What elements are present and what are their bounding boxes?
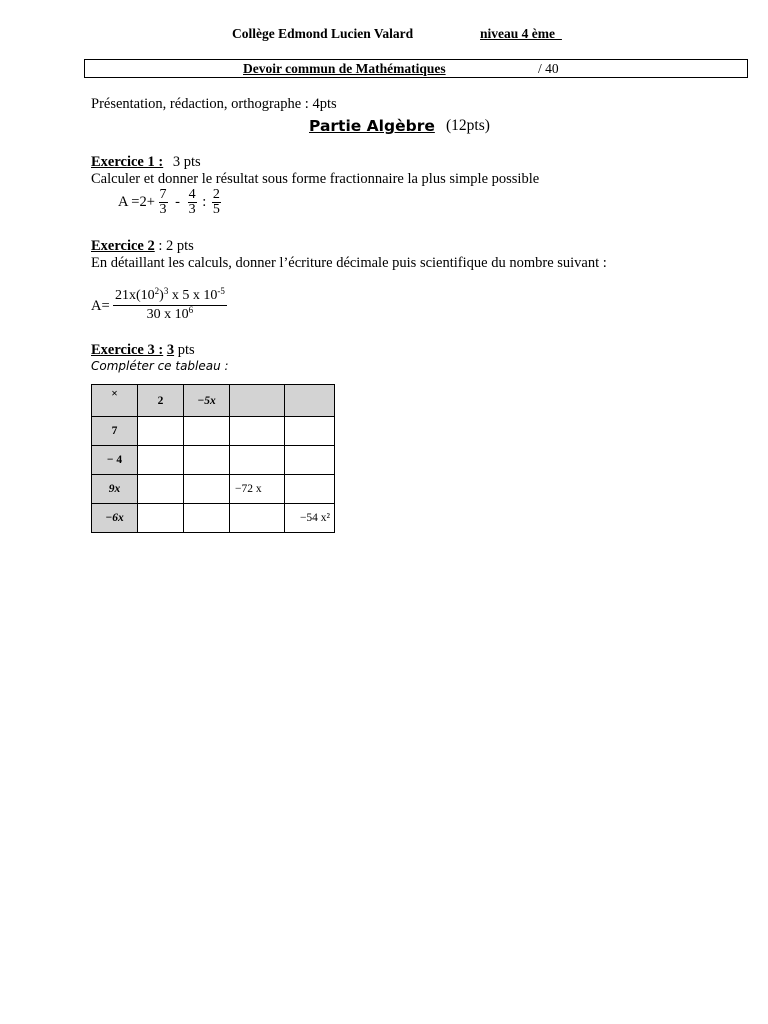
ex2-den-part: 30 x 10 — [146, 307, 189, 322]
ex3-heading — [91, 342, 195, 359]
table-cell[interactable] — [285, 417, 335, 446]
table-cell[interactable] — [138, 504, 184, 533]
table-cell[interactable] — [138, 446, 184, 475]
table-cell[interactable] — [230, 504, 285, 533]
ex1-expression — [118, 188, 221, 217]
table-cell[interactable] — [285, 475, 335, 504]
ex2-numerator — [113, 288, 227, 306]
ex2-num-part-a: 21x(10 — [115, 288, 155, 303]
table-header-row — [92, 385, 335, 417]
table-row-header: 9x — [92, 475, 138, 504]
table-row-header: 7 — [92, 417, 138, 446]
table-cell[interactable] — [138, 417, 184, 446]
ex1-prefix: A =2+ — [118, 194, 155, 210]
table-row — [92, 417, 335, 446]
ex1-f2-num: 4 — [188, 187, 196, 202]
presentation-line: Présentation, rédaction, orthographe : 4pts — [91, 96, 337, 112]
exam-score: / 40 — [538, 61, 559, 76]
ex1-frac-1 — [159, 188, 168, 217]
ex3-points: pts — [177, 342, 195, 358]
ex1-f1-num: 7 — [159, 187, 167, 202]
partie-points: (12pts) — [446, 117, 490, 134]
table-cell[interactable]: −54 x² — [285, 504, 335, 533]
ex2-title: Exercice 2 — [91, 238, 155, 254]
ex2-denominator — [113, 306, 227, 323]
ex1-f1-den: 3 — [159, 202, 167, 217]
exam-title: Devoir commun de Mathématiques — [243, 61, 446, 76]
table-col-header — [285, 385, 335, 417]
ex2-num-exp-1: 2 — [154, 286, 160, 296]
table-row-header: − 4 — [92, 446, 138, 475]
multiplication-table — [91, 384, 335, 533]
ex2-num-part-b: ) — [159, 288, 164, 303]
ex1-title: Exercice 1 : — [91, 154, 164, 170]
table-cell[interactable] — [230, 446, 285, 475]
table-row — [92, 446, 335, 475]
table-cell[interactable] — [184, 475, 230, 504]
ex2-num-exp-2: 3 — [163, 286, 169, 296]
table-cell[interactable] — [230, 417, 285, 446]
ex1-frac-2 — [188, 188, 197, 217]
table-cell[interactable] — [285, 446, 335, 475]
table-row — [92, 475, 335, 504]
table-col-header: −5x — [184, 385, 230, 417]
ex1-op2: : — [202, 194, 207, 210]
ex2-heading — [91, 238, 194, 255]
ex3-title-num: 3 — [166, 342, 175, 358]
table-cell[interactable] — [184, 417, 230, 446]
table-corner: × — [92, 385, 138, 417]
table-cell[interactable] — [138, 475, 184, 504]
ex2-instruction: En détaillant les calculs, donner l’écriture décimale puis scientifique du nombre suivant : — [91, 255, 607, 271]
table-col-header — [230, 385, 285, 417]
ex2-num-part-c: x 5 x 10 — [168, 288, 218, 303]
ex1-instruction: Calculer et donner le résultat sous forme fractionnaire la plus simple possible — [91, 171, 540, 187]
table-col-header: 2 — [138, 385, 184, 417]
ex2-lhs: A= — [91, 298, 110, 314]
ex2-num-exp-3: -5 — [217, 286, 225, 296]
table-cell[interactable]: −72 x — [230, 475, 285, 504]
partie-label: Partie Algèbre — [309, 117, 435, 135]
ex1-f2-den: 3 — [188, 202, 196, 217]
table-cell[interactable] — [184, 504, 230, 533]
ex1-f3-num: 2 — [212, 187, 220, 202]
ex1-frac-3 — [212, 188, 221, 217]
table-cell[interactable] — [184, 446, 230, 475]
ex2-points: : 2 pts — [158, 238, 194, 254]
table-row-header: −6x — [92, 504, 138, 533]
school-name: Collège Edmond Lucien Valard — [232, 26, 414, 41]
ex3-instruction: Compléter ce tableau : — [91, 359, 229, 373]
ex2-den-exp: 6 — [188, 305, 194, 315]
table-row — [92, 504, 335, 533]
ex1-f3-den: 5 — [212, 202, 220, 217]
ex1-heading — [91, 154, 201, 171]
ex1-op1: - — [175, 194, 180, 210]
ex3-title: Exercice 3 : — [91, 342, 164, 358]
level-label: niveau 4 ème_ — [480, 26, 562, 41]
title-box — [84, 59, 748, 78]
ex2-fraction — [113, 288, 227, 323]
ex1-points: 3 pts — [172, 154, 201, 170]
